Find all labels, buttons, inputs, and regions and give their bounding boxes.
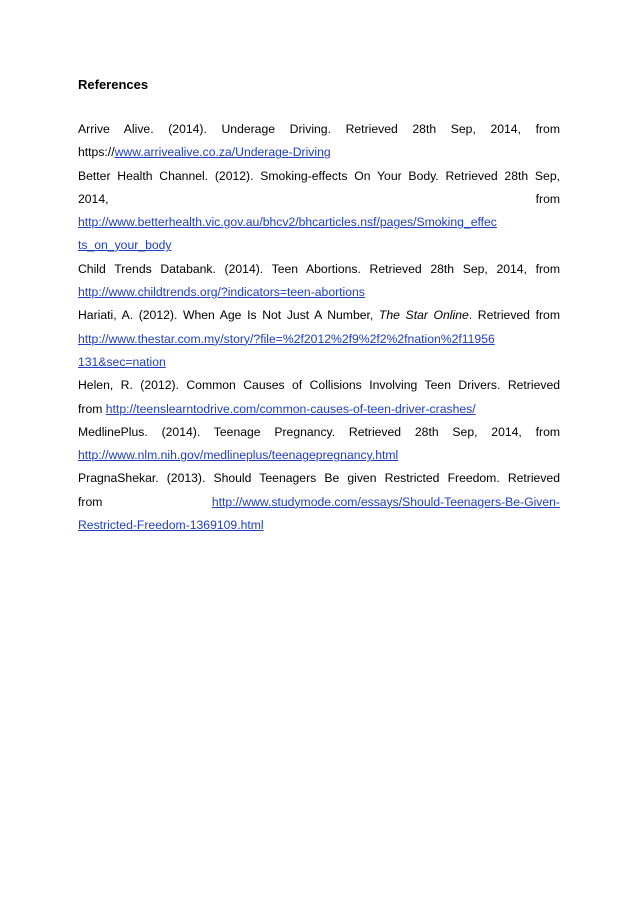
reference-link[interactable]: http://www.betterhealth.vic.gov.au/bhcv2/bhcarticles.nsf/pages/Smoking_effec [78,215,497,230]
reference-text-line2 [78,188,560,211]
reference-text-before: Hariati, A. (2012). When Age Is Not Just A Number, [78,308,379,323]
reference-entry-child-trends [78,258,560,305]
reference-link-continued[interactable]: ts_on_your_body [78,238,172,253]
reference-url-line [78,398,560,421]
reference-link[interactable]: http://www.nlm.nih.gov/medlineplus/teenagepregnancy.html [78,448,399,463]
reference-link-continued[interactable]: Restricted-Freedom-1369109.html [78,518,264,533]
reference-entry-arrive-alive [78,118,560,165]
reference-entry-helen [78,374,560,421]
reference-text-after: . Retrieved from [468,308,560,323]
reference-link-continued[interactable]: 131&sec=nation [78,354,166,369]
reference-link[interactable]: http://www.thestar.com.my/story/?file=%2f2012%2f9%2f2%2fnation%2f11956 [78,331,495,346]
references-heading: References [78,77,149,92]
reference-link[interactable]: http://teenslearntodrive.com/common-causes-of-teen-driver-crashes/ [105,401,476,416]
reference-text: Child Trends Databank. (2014). Teen Abortions. Retrieved 28th Sep, 2014, from [78,261,560,276]
reference-text: Arrive Alive. (2014). Underage Driving. Retrieved 28th Sep, 2014, from [78,122,560,136]
reference-text: MedlinePlus. (2014). Teenage Pregnancy. Retrieved 28th Sep, 2014, from [78,424,560,439]
publication-title: The Star Online [378,308,469,323]
reference-text: PragnaShekar. (2013). Should Teenagers Be given Restricted Freedom. Retrieved [78,471,560,486]
reference-year: 2014, [78,191,109,206]
reference-from: from [535,191,560,206]
references-list [78,118,560,537]
reference-entry-better-health [78,165,560,258]
reference-text: Better Health Channel. (2012). Smoking-effects On Your Body. Retrieved 28th Sep, [78,168,560,183]
url-prefix: https:// [78,145,115,160]
reference-url-line [78,141,560,164]
reference-link[interactable]: www.arrivealive.co.za/Underage-Driving [114,145,331,160]
reference-url-line [78,491,560,514]
reference-entry-medlineplus [78,421,560,468]
url-prefix: from [78,401,106,416]
reference-link[interactable]: http://www.childtrends.org/?indicators=teen-abortions [78,285,365,300]
reference-text [78,304,560,327]
url-prefix: from [78,494,103,509]
reference-entry-hariati [78,304,560,374]
reference-text: Helen, R. (2012). Common Causes of Collisions Involving Teen Drivers. Retrieved [78,378,560,393]
reference-link[interactable]: http://www.studymode.com/essays/Should-Teenagers-Be-Given- [211,494,560,509]
reference-entry-pragnashekar [78,467,560,537]
